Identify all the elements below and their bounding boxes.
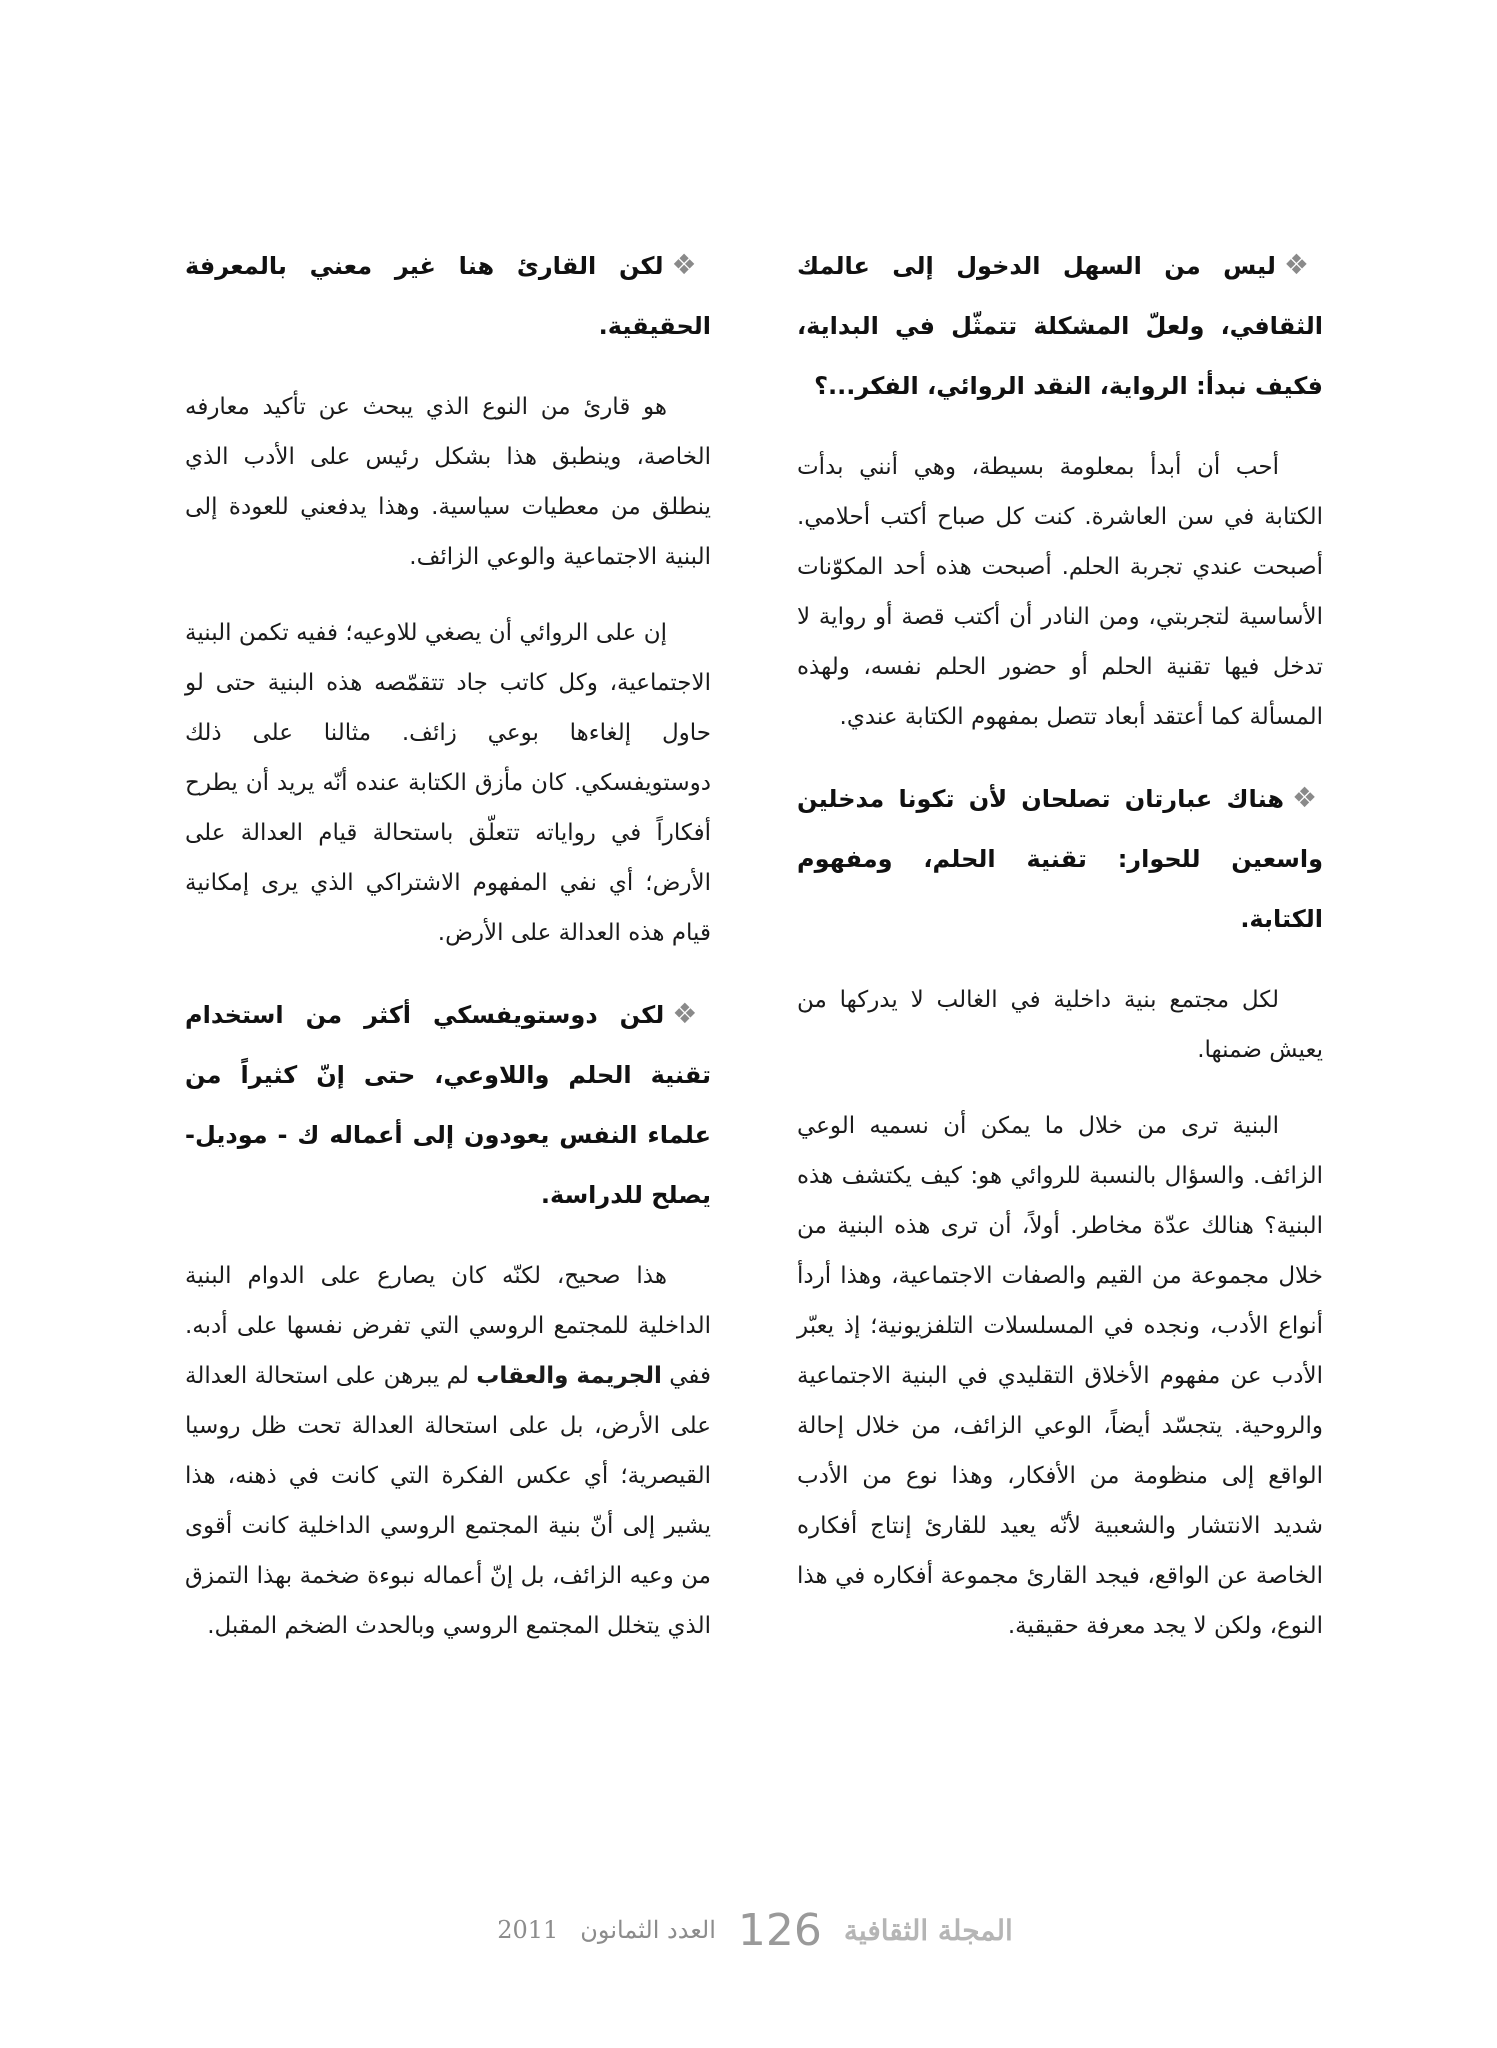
paragraph-4: هو قارئ من النوع الذي يبحث عن تأكيد معارفه الخاصة، وينطبق هذا بشكل رئيس على الأدب الذي ينطلق من معطيات سياسية. وهذا يدفعني للعودة إلى البنية الاجتماعية والوعي الزائف. bbox=[185, 394, 711, 570]
left-column bbox=[185, 235, 711, 1677]
issue-label: العدد الثمانون bbox=[580, 1916, 716, 1944]
question-1 bbox=[797, 235, 1323, 416]
question-2 bbox=[797, 768, 1323, 949]
bullet-icon: ❖ bbox=[671, 248, 711, 281]
paragraph-1: أحب أن أبدأ بمعلومة بسيطة، وهي أنني بدأت الكتابة في سن العاشرة. كنت كل صباح أكتب أحلامي. أصبحت عندي تجربة الحلم. أصبحت هذه أحد المكوّنات الأساسية لتجربتي، ومن النادر أن أكتب قصة أو رواية لا تدخل فيها تقنية الحلم أو حضور الحلم نفسه، ولهذه المسألة كما أعتقد أبعاد تتصل بمفهوم الكتابة عندي. bbox=[797, 454, 1323, 730]
bullet-icon: ❖ bbox=[1283, 248, 1323, 281]
page-number: 126 bbox=[737, 1904, 822, 1956]
paragraph-3: البنية ترى من خلال ما يمكن أن نسميه الوعي الزائف. والسؤال بالنسبة للروائي هو: كيف يكتشف هذه البنية؟ هنالك عدّة مخاطر. أولاً، أن ترى هذه البنية من خلال مجموعة من القيم والصفات الاجتماعية، وهذا أردأ أنواع الأدب، ونجده في المسلسلات التلفزيونية؛ إذ يعبّر الأدب عن مفهوم الأخلاق التقليدي في البنية الاجتماعية والروحية. يتجسّد أيضاً، الوعي الزائف، من خلال إحالة الواقع إلى منظومة من الأفكار، وهذا نوع من الأدب شديد الانتشار والشعبية لأنّه يعيد للقارئ إنتاج أفكاره الخاصة عن الواقع، فيجد القارئ مجموعة أفكاره في هذا النوع، ولكن لا يجد معرفة حقيقية. bbox=[797, 1113, 1323, 1639]
book-title: الجريمة والعقاب bbox=[476, 1363, 662, 1389]
paragraph-2: لكل مجتمع بنية داخلية في الغالب لا يدركها من يعيش ضمنها. bbox=[797, 987, 1323, 1063]
question-4 bbox=[185, 984, 711, 1225]
paragraph-text: لم يبرهن على استحالة العدالة على الأرض، بل على استحالة العدالة تحت ظل روسيا القيصرية؛ أي عكس الفكرة التي كانت في ذهنه، هذا يشير إلى أنّ بنية المجتمع الروسي الداخلية كانت أقوى من وعيه الزائف، بل إنّ أعماله نبوءة ضخمة بهذا التمزق الذي يتخلل المجتمع الروسي وبالحدث الضخم المقبل. bbox=[185, 1363, 711, 1639]
magazine-name: المجلة الثقافية bbox=[843, 1913, 1013, 1947]
paragraph-6 bbox=[185, 1251, 711, 1651]
issue-year: 2011 bbox=[497, 1916, 559, 1944]
question-text: هناك عبارتان تصلحان لأن تكونا مدخلين واسعين للحوار: تقنية الحلم، ومفهوم الكتابة. bbox=[797, 785, 1323, 933]
paragraph-5: إن على الروائي أن يصغي للاوعيه؛ ففيه تكمن البنية الاجتماعية، وكل كاتب جاد تتقمّصه هذه البنية حتى لو حاول إلغاءها بوعي زائف. مثالنا على ذلك دوستويفسكي. كان مأزق الكتابة عنده أنّه يريد أن يطرح أفكاراً في رواياته تتعلّق باستحالة قيام العدالة على الأرض؛ أي نفي المفهوم الاشتراكي الذي يرى إمكانية قيام هذه العدالة على الأرض. bbox=[185, 620, 711, 946]
right-column bbox=[797, 235, 1323, 1677]
paragraph-text: هذا صحيح، لكنّه كان يصارع على الدوام البنية الداخلية للمجتمع الروسي التي تفرض نفسها على أدبه. ففي bbox=[185, 1263, 711, 1389]
question-text: لكن دوستويفسكي أكثر من استخدام تقنية الحلم واللاوعي، حتى إنّ كثيراً من علماء النفس يعودون إلى أعماله ك - موديل- يصلح للدراسة. bbox=[185, 1001, 711, 1209]
bullet-icon: ❖ bbox=[1292, 781, 1323, 814]
question-3 bbox=[185, 235, 711, 356]
bullet-icon: ❖ bbox=[672, 997, 711, 1030]
question-text: ليس من السهل الدخول إلى عالمك الثقافي، ولعلّ المشكلة تتمثّل في البداية، فكيف نبدأ: الرواية، النقد الروائي، الفكر...؟ bbox=[797, 252, 1323, 400]
question-text: لكن القارئ هنا غير معني بالمعرفة الحقيقية. bbox=[185, 252, 711, 340]
page-footer bbox=[430, 1900, 1080, 1960]
